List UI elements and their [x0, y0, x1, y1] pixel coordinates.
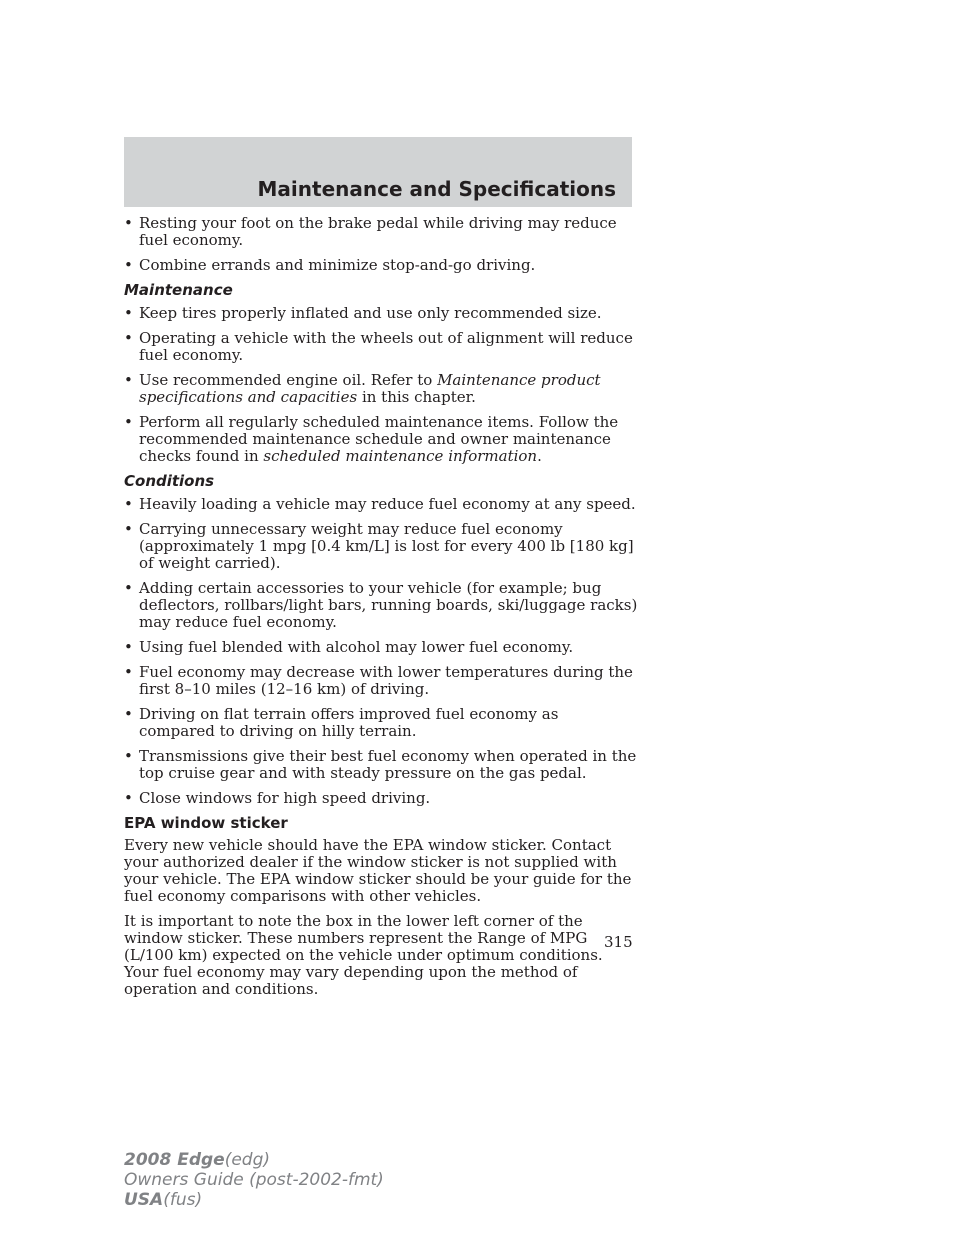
list-item-text: . [537, 447, 542, 465]
bullet-icon: • [124, 256, 133, 274]
footer-code: (edg) [224, 1150, 271, 1170]
epa-paragraph: Every new vehicle should have the EPA window sticker. Contact your authorized dealer if the window sticker is not supplied with your vehicle. The EPA window sticker should be your guide for the fuel economy comparisons with other vehicles. [124, 836, 632, 905]
bullet-icon: • [124, 789, 133, 807]
conditions-list [124, 496, 639, 807]
list-item-text: Carrying unnecessary weight may reduce fuel economy (approximately 1 mpg [0.4 km/L] is lost for every 400 lb [180 kg] of weight carried). [139, 520, 634, 572]
list-item-text: Operating a vehicle with the wheels out of alignment will reduce fuel economy. [139, 329, 633, 364]
cross-reference: Maintenance product specifications and capacities [139, 371, 601, 406]
list-item [124, 372, 639, 406]
bullet-icon: • [124, 304, 133, 322]
list-item-text: Close windows for high speed driving. [139, 789, 431, 807]
bullet-icon: • [124, 214, 133, 232]
bullet-icon: • [124, 579, 133, 597]
conditions-heading: Conditions [124, 472, 215, 490]
footer [124, 1150, 384, 1210]
list-item-text: in this chapter. [357, 388, 476, 406]
list-item [124, 706, 639, 740]
footer-line [124, 1190, 384, 1210]
footer-line [124, 1150, 384, 1170]
epa-paragraph: It is important to note the box in the lower left corner of the window sticker. These numbers represent the Range of MPG (L/100 km) expected on the vehicle under optimum conditions. Your fuel economy may vary depending upon the method of operation and conditions. [124, 912, 603, 998]
cross-reference: scheduled maintenance information [263, 447, 538, 465]
bullet-icon: • [124, 638, 133, 656]
list-item-text: Fuel economy may decrease with lower temperatures during the first 8–10 miles (12–16 km) of driving. [139, 663, 633, 698]
bullet-icon: • [124, 495, 133, 513]
list-item [124, 257, 639, 274]
page-number: 315 [604, 933, 633, 951]
list-item [124, 305, 639, 322]
list-item [124, 330, 639, 364]
list-item [124, 664, 639, 698]
bullet-icon: • [124, 663, 133, 681]
bullet-icon: • [124, 747, 133, 765]
list-item [124, 414, 639, 465]
footer-market: USA [124, 1190, 164, 1210]
footer-line: Owners Guide (post-2002-fmt) [124, 1170, 384, 1190]
list-item-text: Driving on flat terrain offers improved fuel economy as compared to driving on hilly terrain. [139, 705, 559, 740]
list-item-text: Keep tires properly inflated and use only recommended size. [139, 304, 602, 322]
bullet-icon: • [124, 520, 133, 538]
list-item [124, 639, 639, 656]
list-item-text: Heavily loading a vehicle may reduce fuel economy at any speed. [139, 495, 636, 513]
list-item-text: Combine errands and minimize stop-and-go driving. [139, 256, 536, 274]
bullet-icon: • [124, 705, 133, 723]
epa-heading: EPA window sticker [124, 814, 288, 832]
list-item [124, 748, 639, 782]
list-item [124, 496, 639, 513]
maintenance-list [124, 305, 639, 465]
list-item-text: Perform all regularly scheduled maintenance items. Follow the recommended maintenance schedule and owner maintenance checks found in [139, 413, 619, 465]
maintenance-heading: Maintenance [124, 281, 233, 299]
bullet-icon: • [124, 329, 133, 347]
footer-code: (fus) [163, 1190, 203, 1210]
list-item [124, 790, 639, 807]
intro-list [124, 215, 639, 274]
page-title: Maintenance and Specifications [257, 177, 616, 201]
page-content [124, 215, 639, 1006]
bullet-icon: • [124, 413, 133, 431]
list-item-text: Adding certain accessories to your vehicle (for example; bug deflectors, rollbars/light bars, running boards, ski/luggage racks) may reduce fuel economy. [139, 579, 638, 631]
list-item [124, 521, 639, 572]
list-item [124, 215, 639, 249]
bullet-icon: • [124, 371, 133, 389]
footer-model: 2008 Edge [124, 1150, 225, 1170]
header-band [124, 137, 632, 207]
list-item-text: Resting your foot on the brake pedal while driving may reduce fuel economy. [139, 214, 617, 249]
list-item [124, 580, 639, 631]
list-item-text: Transmissions give their best fuel economy when operated in the top cruise gear and with steady pressure on the gas pedal. [139, 747, 637, 782]
list-item-text: Use recommended engine oil. Refer to [139, 371, 438, 389]
list-item-text: Using fuel blended with alcohol may lower fuel economy. [139, 638, 574, 656]
